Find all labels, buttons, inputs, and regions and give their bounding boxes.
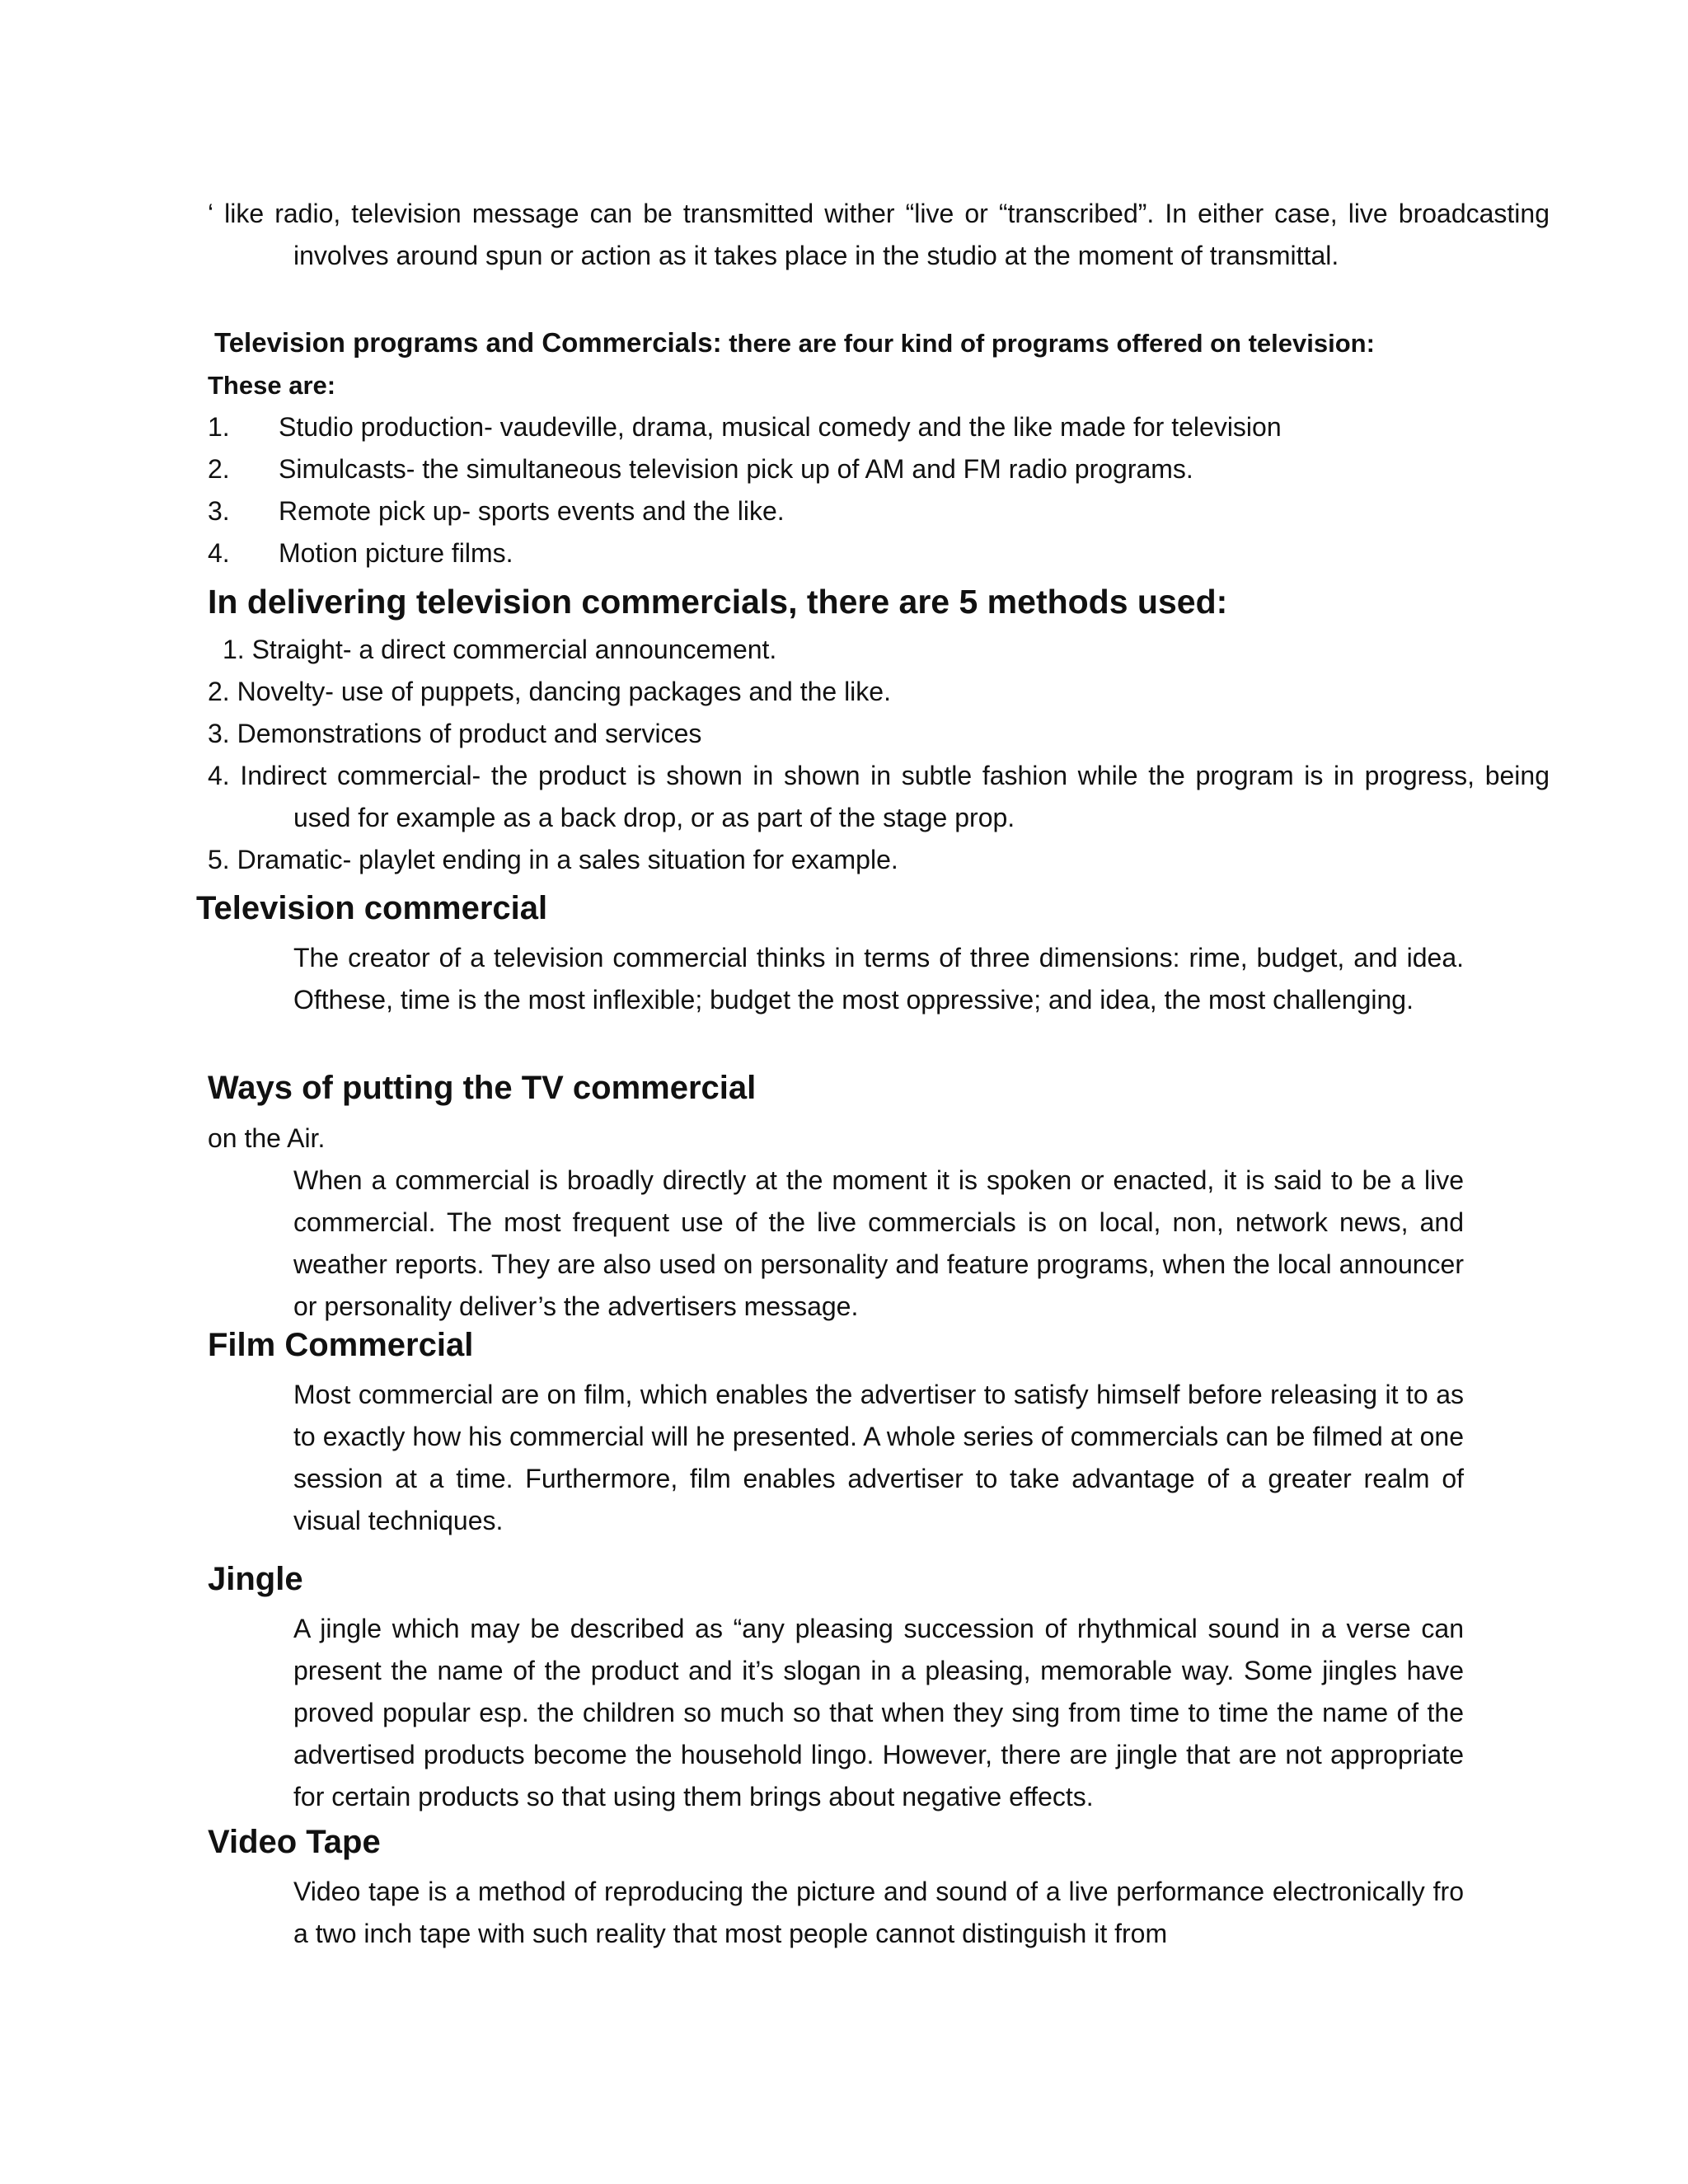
programs-heading xyxy=(214,321,1533,364)
these-are-label: These are: xyxy=(208,371,336,400)
ways-subline: on the Air. xyxy=(208,1123,326,1153)
ways-body: When a commercial is broadly directly at the moment it is spoken or enacted, it is said to be a live commercial. The most frequent use of the live commercials is on local, non, network news, and weather reports. They are also used on personality and feature programs, when the local announcer or personality deliver’s the advertisers message. xyxy=(293,1165,1464,1321)
method-list-item: 3. Demonstrations of product and services xyxy=(208,719,702,748)
list-number: 2. xyxy=(208,454,230,484)
jingle-heading: Jingle xyxy=(208,1561,303,1597)
tv-commercial-heading: Television commercial xyxy=(196,890,548,926)
film-heading: Film Commercial xyxy=(208,1327,474,1363)
list-text: Motion picture films. xyxy=(279,538,513,568)
programs-heading-bold: Television programs and Commercials: xyxy=(214,327,722,358)
list-number: 4. xyxy=(208,538,230,568)
ways-heading: Ways of putting the TV commercial xyxy=(208,1070,757,1106)
list-number: 1. xyxy=(208,412,230,442)
video-tape-heading: Video Tape xyxy=(208,1824,381,1860)
list-number: 3. xyxy=(208,496,230,526)
programs-heading-rest: there are four kind of programs offered on television: xyxy=(721,329,1375,358)
video-tape-body: Video tape is a method of reproducing the picture and sound of a live performance electronically fro a two inch tape with such reality that most people cannot distinguish it from xyxy=(293,1877,1464,1948)
tv-commercial-body: The creator of a television commercial thinks in terms of three dimensions: rime, budget, and idea. Ofthese, time is the most inflexible; budget the most oppressive; and idea, the most challenging. xyxy=(293,943,1464,1015)
method-list-item: 2. Novelty- use of puppets, dancing packages and the like. xyxy=(208,677,891,706)
list-text: Remote pick up- sports events and the like. xyxy=(279,496,785,526)
list-text: Studio production- vaudeville, drama, musical comedy and the like made for television xyxy=(279,412,1282,442)
method-list-item: 1. Straight- a direct commercial announcement. xyxy=(223,635,777,664)
film-body: Most commercial are on film, which enables the advertiser to satisfy himself before releasing it to as to exactly how his commercial will he presented. A whole series of commercials can be filmed at one session at a time. Furthermore, film enables advertiser to take advantage of a greater realm of visual techniques. xyxy=(293,1380,1464,1535)
intro-paragraph: ‘ like radio, television message can be transmitted wither “live or “transcribed”. In either case, live broadcasting involves around spun or action as it takes place in the studio at the moment of transmittal. xyxy=(208,199,1550,270)
program-list-item xyxy=(208,532,513,574)
method-list-item: 4. Indirect commercial- the product is shown in shown in subtle fashion while the program is in progress, being used for example as a back drop, or as part of the stage prop. xyxy=(208,761,1550,832)
program-list-item xyxy=(208,406,1282,448)
program-list-item xyxy=(208,490,785,532)
list-text: Simulcasts- the simultaneous television pick up of AM and FM radio programs. xyxy=(279,454,1193,484)
jingle-body: A jingle which may be described as “any pleasing succession of rhythmical sound in a verse can present the name of the product and it’s slogan in a pleasing, memorable way. Some jingles have proved popular esp. the children so much so that when they sing from time to time the name of the advertised products become the household lingo. However, there are jingle that are not appropriate for certain products so that using them brings about negative effects. xyxy=(293,1614,1464,1811)
method-list-item: 5. Dramatic- playlet ending in a sales situation for example. xyxy=(208,845,898,874)
methods-heading: In delivering television commercials, there are 5 methods used: xyxy=(208,583,1228,621)
program-list-item xyxy=(208,448,1193,490)
